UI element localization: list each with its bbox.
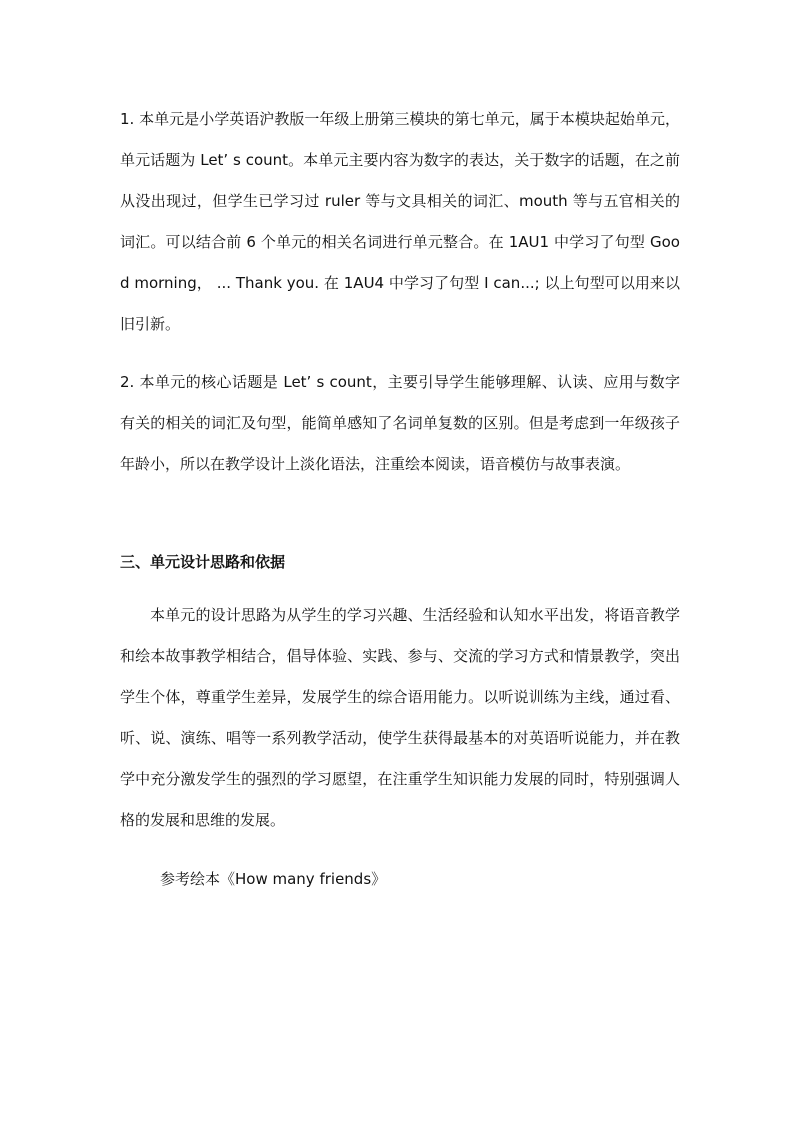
paragraph-core-topic: 2. 本单元的核心话题是 Let’ s count，主要引导学生能够理解、认读、应用与数字有关的相关的词汇及句型，能简单感知了名词单复数的区别。但是考虑到一年级孩子年龄小，所以在教学设计上淡化语法，注重绘本阅读，语音模仿与故事表演。 bbox=[120, 373, 680, 473]
paragraph-design-rationale: 本单元的设计思路为从学生的学习兴趣、生活经验和认知水平出发，将语音教学和绘本故事教学相结合，倡导体验、实践、参与、交流的学习方式和情景教学，突出学生个体，尊重学生差异，发展学生的综合语用能力。以听说训练为主线，通过看、听、说、演练、唱等一系列教学活动，使学生获得最基本的对英语听说能力，并在教学中充分激发学生的强烈的学习愿望，在注重学生知识能力发展的同时，特别强调人格的发展和思维的发展。 bbox=[120, 606, 680, 829]
reference-picture-book: 参考绘本《How many friends》 bbox=[160, 870, 387, 888]
section-heading-design: 三、单元设计思路和依据 bbox=[120, 553, 286, 571]
paragraph-unit-overview: 1. 本单元是小学英语沪教版一年级上册第三模块的第七单元，属于本模块起始单元，单元话题为 Let’ s count。本单元主要内容为数字的表达，关于数字的话题，在之前从没出现过，但学生已学习过 ruler 等与文具相关的词汇、mouth 等与五官相关的词汇。可以结合前 6 个单元的相关名词进行单元整合。在 1AU1 中学习了句型 Good morning， ... Thank you. 在 1AU4 中学习了句型 I can...; 以上句型可以用来以旧引新。 bbox=[120, 110, 680, 333]
